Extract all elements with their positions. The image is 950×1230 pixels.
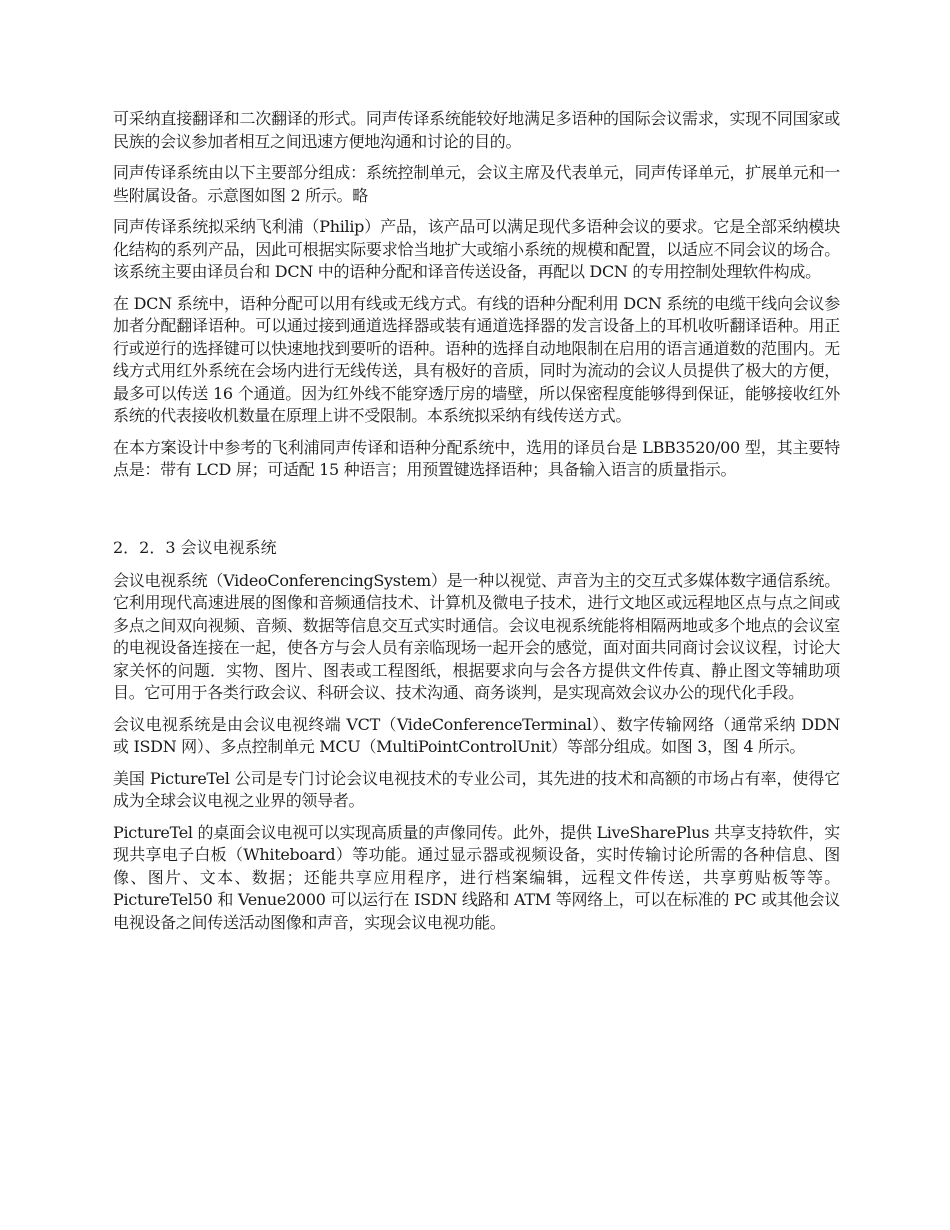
paragraph: 美国 PictureTel 公司是专门讨论会议电视技术的专业公司，其先进的技术和高额的市场占有率，使得它成为全球会议电视之业界的领导者。 <box>113 768 840 810</box>
paragraph: 在本方案设计中参考的飞利浦同声传译和语种分配系统中，选用的译员台是 LBB3520/00 型，其主要特点是：带有 LCD 屏；可适配 15 种语言；用预置键选择语种；具备输入语言的质量指示。 <box>113 437 840 479</box>
section-heading: 2．2．3 会议电视系统 <box>113 537 277 557</box>
paragraph: PictureTel 的桌面会议电视可以实现高质量的声像同传。此外，提供 LiveSharePlus 共享支持软件，实现共享电子白板（Whiteboard）等功能。通过显示器或视频设备，实时传输讨论所需的各种信息、图像、图片、文本、数据；还能共享应用程序，进行档案编辑，远程文件传送，共享剪贴板等等。PictureTel50 和 Venue2000 可以运行在 ISDN 线路和 ATM 等网络上，可以在标准的 PC 或其他会议电视设备之间传送活动图像和声音，实现会议电视功能。 <box>113 822 840 932</box>
document-page <box>113 108 840 943</box>
paragraph: 同声传译系统拟采纳飞利浦（Philip）产品，该产品可以满足现代多语种会议的要求。它是全部采纳模块化结构的系列产品，因此可根据实际要求恰当地扩大或缩小系统的规模和配置，以适应不同会议的场合。该系统主要由译员台和 DCN 中的语种分配和译音传送设备，再配以 DCN 的专用控制处理软件构成。 <box>113 217 840 281</box>
paragraph: 同声传译系统由以下主要部分组成：系统控制单元，会议主席及代表单元，同声传译单元，扩展单元和一些附属设备。示意图如图 2 所示。略 <box>113 163 840 205</box>
paragraph: 会议电视系统是由会议电视终端 VCT（VideConferenceTerminal）、数字传输网络（通常采纳 DDN 或 ISDN 网）、多点控制单元 MCU（MultiPointControlUnit）等部分组成。如图 3，图 4 所示。 <box>113 714 840 756</box>
paragraph: 可采纳直接翻译和二次翻译的形式。同声传译系统能较好地满足多语种的国际会议需求，实现不同国家或民族的会议参加者相互之间迅速方便地沟通和讨论的目的。 <box>113 109 840 151</box>
paragraph: 在 DCN 系统中，语种分配可以用有线或无线方式。有线的语种分配利用 DCN 系统的电缆干线向会议参加者分配翻译语种。可以通过接到通道选择器或装有通道选择器的发言设备上的耳机收听翻译语种。用正行或逆行的选择键可以快速地找到要听的语种。语种的选择自动地限制在启用的语言通道数的范围内。无线方式用红外系统在会场内进行无线传送，具有极好的音质，同时为流动的会议人员提供了极大的方便，最多可以传送 16 个通道。因为红外线不能穿透厅房的墙壁，所以保密程度能够得到保证，能够接收红外系统的代表接收机数量在原理上讲不受限制。本系统拟采纳有线传送方式。 <box>113 293 840 425</box>
paragraph: 会议电视系统（VideoConferencingSystem）是一种以视觉、声音为主的交互式多媒体数字通信系统。它利用现代高速进展的图像和音频通信技术、计算机及微电子技术，进行文地区或远程地区点与点之间或多点之间双向视频、音频、数据等信息交互式实时通信。会议电视系统能将相隔两地或多个地点的会议室的电视设备连接在一起，使各方与会人员有亲临现场一起开会的感觉，面对面共同商讨会议议程，讨论大家关怀的问题．实物、图片、图表或工程图纸，根据要求向与会各方提供文件传真、静止图文等辅助项目。它可用于各类行政会议、科研会议、技术沟通、商务谈判，是实现高效会议办公的现代化手段。 <box>113 570 840 702</box>
